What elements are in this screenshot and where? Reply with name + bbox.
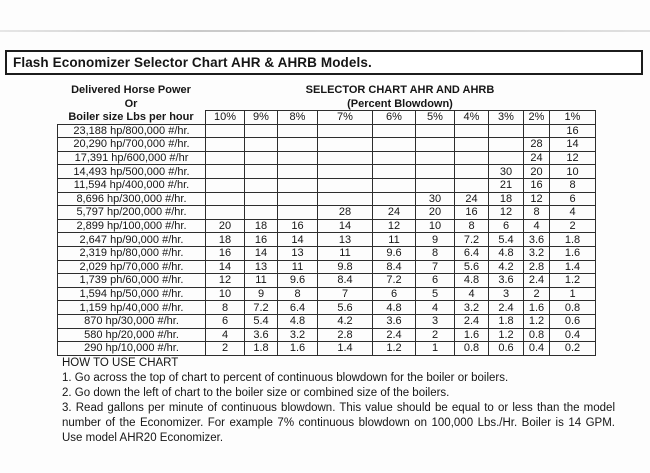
selector-table-body xyxy=(58,124,596,355)
value-cell xyxy=(318,192,373,206)
how-to-use-step-2: 2. Go down the left of chart to the boiler size or combined size of the boilers. xyxy=(62,387,450,399)
value-cell: 6.4 xyxy=(278,301,318,315)
value-cell: 9.6 xyxy=(278,274,318,288)
table-row xyxy=(58,301,596,315)
value-cell: 3.2 xyxy=(278,328,318,342)
table-row xyxy=(58,314,596,328)
value-cell: 8 xyxy=(206,301,245,315)
value-cell: 5.6 xyxy=(318,301,373,315)
value-cell: 4.8 xyxy=(278,314,318,328)
value-cell: 3.6 xyxy=(524,233,550,247)
table-row xyxy=(58,233,596,247)
value-cell: 4.8 xyxy=(489,246,524,260)
value-cell: 11 xyxy=(373,233,416,247)
row-label: 870 hp/30,000 #/hr. xyxy=(58,314,206,328)
row-label: 1,159 hp/40,000 #/hr. xyxy=(58,301,206,315)
value-cell xyxy=(206,192,245,206)
column-header: 5% xyxy=(416,111,455,125)
value-cell: 2.8 xyxy=(524,260,550,274)
table-row xyxy=(58,328,596,342)
value-cell: 1.4 xyxy=(318,342,373,356)
row-label: 14,493 hp/500,000 #/hr. xyxy=(58,165,206,179)
value-cell xyxy=(245,206,278,220)
table-row xyxy=(58,138,596,152)
value-cell: 1 xyxy=(416,342,455,356)
value-cell xyxy=(489,151,524,165)
value-cell: 2 xyxy=(206,342,245,356)
value-cell: 21 xyxy=(489,178,524,192)
value-cell: 18 xyxy=(489,192,524,206)
value-cell xyxy=(455,124,489,138)
row-label: 290 hp/10,000 #/hr. xyxy=(58,342,206,356)
value-cell: 9.6 xyxy=(373,246,416,260)
scan-artifact-line xyxy=(0,30,650,32)
value-cell xyxy=(278,124,318,138)
value-cell xyxy=(318,178,373,192)
value-cell: 4 xyxy=(550,206,596,220)
value-cell: 4.2 xyxy=(489,260,524,274)
value-cell: 8.4 xyxy=(373,260,416,274)
value-cell: 24 xyxy=(373,206,416,220)
value-cell: 4.8 xyxy=(373,301,416,315)
value-cell: 10 xyxy=(550,165,596,179)
value-cell: 3.2 xyxy=(455,301,489,315)
value-cell: 20 xyxy=(524,165,550,179)
row-label: 1,739 ph/60,000 #/hr. xyxy=(58,274,206,288)
row-label: 11,594 hp/400,000 #/hr. xyxy=(58,178,206,192)
table-row xyxy=(58,274,596,288)
value-cell: 0.8 xyxy=(455,342,489,356)
value-cell xyxy=(245,124,278,138)
row-label: 23,188 hp/800,000 #/hr. xyxy=(58,124,206,138)
value-cell: 13 xyxy=(278,246,318,260)
value-cell: 7 xyxy=(318,287,373,301)
table-row xyxy=(58,178,596,192)
value-cell: 11 xyxy=(318,246,373,260)
value-cell: 0.4 xyxy=(524,342,550,356)
value-cell: 0.8 xyxy=(550,301,596,315)
value-cell: 20 xyxy=(206,219,245,233)
value-cell: 5 xyxy=(416,287,455,301)
value-cell xyxy=(206,151,245,165)
value-cell: 2.4 xyxy=(489,301,524,315)
left-header-line-3: Boiler size Lbs per hour xyxy=(68,111,194,123)
how-to-use-step-3: 3. Read gallons per minute of continuous blowdown. This value should be equal to or less than the model number of the Economizer. For example 7% continuous blowdown on 100,000 Lbs./Hr. Boiler is 14 GPM. Use model AHR20 Economizer. xyxy=(62,402,615,444)
value-cell xyxy=(245,165,278,179)
value-cell: 6 xyxy=(489,219,524,233)
value-cell xyxy=(206,206,245,220)
value-cell xyxy=(278,151,318,165)
value-cell: 3.6 xyxy=(245,328,278,342)
table-row xyxy=(58,206,596,220)
row-label: 8,696 hp/300,000 #/hr. xyxy=(58,192,206,206)
title-box xyxy=(5,50,643,75)
value-cell: 30 xyxy=(489,165,524,179)
value-cell: 1.8 xyxy=(550,233,596,247)
left-column-header xyxy=(57,84,205,125)
value-cell: 18 xyxy=(245,219,278,233)
table-row xyxy=(58,151,596,165)
value-cell: 3 xyxy=(489,287,524,301)
value-cell: 8 xyxy=(455,219,489,233)
value-cell: 1.2 xyxy=(489,328,524,342)
table-row xyxy=(58,124,596,138)
value-cell: 2.4 xyxy=(524,274,550,288)
value-cell: 1.8 xyxy=(489,314,524,328)
value-cell xyxy=(373,192,416,206)
value-cell: 12 xyxy=(524,192,550,206)
value-cell: 12 xyxy=(550,151,596,165)
value-cell xyxy=(455,178,489,192)
value-cell: 18 xyxy=(206,233,245,247)
value-cell xyxy=(318,124,373,138)
value-cell xyxy=(318,138,373,152)
value-cell xyxy=(206,138,245,152)
value-cell: 14 xyxy=(278,233,318,247)
row-label: 2,647 hp/90,000 #/hr. xyxy=(58,233,206,247)
value-cell: 1.4 xyxy=(550,260,596,274)
column-header: 9% xyxy=(245,111,278,125)
value-cell: 13 xyxy=(318,233,373,247)
table-row xyxy=(58,246,596,260)
selector-table xyxy=(57,110,596,356)
column-header: 2% xyxy=(524,111,550,125)
how-to-use-heading: HOW TO USE CHART xyxy=(62,357,179,369)
row-label: 2,899 hp/100,000 #/hr. xyxy=(58,219,206,233)
value-cell xyxy=(206,165,245,179)
value-cell xyxy=(206,178,245,192)
value-cell: 24 xyxy=(455,192,489,206)
value-cell xyxy=(373,165,416,179)
value-cell: 6 xyxy=(416,274,455,288)
value-cell: 16 xyxy=(455,206,489,220)
value-cell: 13 xyxy=(245,260,278,274)
value-cell: 5.6 xyxy=(455,260,489,274)
value-cell xyxy=(278,138,318,152)
value-cell: 10 xyxy=(206,287,245,301)
value-cell: 8.4 xyxy=(318,274,373,288)
value-cell: 7.2 xyxy=(245,301,278,315)
value-cell: 14 xyxy=(318,219,373,233)
value-cell: 0.6 xyxy=(550,314,596,328)
value-cell: 9.8 xyxy=(318,260,373,274)
value-cell: 20 xyxy=(416,206,455,220)
value-cell: 9 xyxy=(245,287,278,301)
value-cell: 6.4 xyxy=(455,246,489,260)
value-cell: 30 xyxy=(416,192,455,206)
value-cell: 7.2 xyxy=(373,274,416,288)
table-row xyxy=(58,219,596,233)
value-cell: 3.2 xyxy=(524,246,550,260)
value-cell xyxy=(245,178,278,192)
value-cell: 4 xyxy=(455,287,489,301)
value-cell: 7 xyxy=(416,260,455,274)
value-cell: 4.8 xyxy=(455,274,489,288)
value-cell: 1.8 xyxy=(245,342,278,356)
value-cell: 6 xyxy=(373,287,416,301)
value-cell xyxy=(455,151,489,165)
value-cell: 4 xyxy=(206,328,245,342)
value-cell: 2.4 xyxy=(373,328,416,342)
value-cell: 0.8 xyxy=(524,328,550,342)
value-cell: 16 xyxy=(245,233,278,247)
value-cell: 8 xyxy=(278,287,318,301)
value-cell: 4 xyxy=(416,301,455,315)
value-cell: 1.6 xyxy=(524,301,550,315)
value-cell: 12 xyxy=(206,274,245,288)
value-cell xyxy=(524,124,550,138)
value-cell: 1.2 xyxy=(550,274,596,288)
table-row xyxy=(58,260,596,274)
row-label: 580 hp/20,000 #/hr. xyxy=(58,328,206,342)
row-label: 5,797 hp/200,000 #/hr. xyxy=(58,206,206,220)
value-cell xyxy=(416,165,455,179)
value-cell xyxy=(373,124,416,138)
table-row xyxy=(58,192,596,206)
value-cell: 16 xyxy=(278,219,318,233)
value-cell: 16 xyxy=(550,124,596,138)
row-label: 17,391 hp/600,000 #/hr xyxy=(58,151,206,165)
value-cell xyxy=(278,206,318,220)
value-cell xyxy=(455,165,489,179)
value-cell xyxy=(416,138,455,152)
value-cell: 5.4 xyxy=(245,314,278,328)
column-header: 8% xyxy=(278,111,318,125)
value-cell: 6 xyxy=(206,314,245,328)
how-to-use-section xyxy=(62,356,615,446)
value-cell: 3.6 xyxy=(489,274,524,288)
value-cell xyxy=(373,178,416,192)
column-header: 10% xyxy=(206,111,245,125)
value-cell: 1 xyxy=(550,287,596,301)
value-cell xyxy=(318,165,373,179)
value-cell: 12 xyxy=(489,206,524,220)
row-label: 1,594 hp/50,000 #/hr. xyxy=(58,287,206,301)
value-cell xyxy=(416,124,455,138)
value-cell: 28 xyxy=(318,206,373,220)
row-label: 2,029 hp/70,000 #/hr. xyxy=(58,260,206,274)
value-cell: 6 xyxy=(550,192,596,206)
value-cell xyxy=(278,192,318,206)
value-cell: 5.4 xyxy=(489,233,524,247)
table-row xyxy=(58,287,596,301)
value-cell: 8 xyxy=(550,178,596,192)
value-cell: 3 xyxy=(416,314,455,328)
table-row xyxy=(58,342,596,356)
value-cell: 11 xyxy=(278,260,318,274)
value-cell: 10 xyxy=(416,219,455,233)
value-cell: 12 xyxy=(373,219,416,233)
value-cell: 1.2 xyxy=(373,342,416,356)
value-cell: 2 xyxy=(416,328,455,342)
table-row xyxy=(58,165,596,179)
row-label: 20,290 hp/700,000 #/hr. xyxy=(58,138,206,152)
column-header: 4% xyxy=(455,111,489,125)
value-cell xyxy=(245,138,278,152)
value-cell: 7.2 xyxy=(455,233,489,247)
value-cell xyxy=(278,178,318,192)
value-cell: 24 xyxy=(524,151,550,165)
value-cell xyxy=(206,124,245,138)
selector-chart-header xyxy=(205,84,595,111)
column-header: 6% xyxy=(373,111,416,125)
value-cell: 9 xyxy=(416,233,455,247)
value-cell xyxy=(489,124,524,138)
value-cell xyxy=(489,138,524,152)
value-cell: 2.4 xyxy=(455,314,489,328)
value-cell: 14 xyxy=(206,260,245,274)
value-cell: 1.2 xyxy=(524,314,550,328)
value-cell xyxy=(373,151,416,165)
value-cell: 2 xyxy=(550,219,596,233)
value-cell xyxy=(455,138,489,152)
value-cell xyxy=(245,151,278,165)
value-cell: 4.2 xyxy=(318,314,373,328)
value-cell xyxy=(416,151,455,165)
column-header: 7% xyxy=(318,111,373,125)
value-cell: 16 xyxy=(206,246,245,260)
value-cell: 16 xyxy=(524,178,550,192)
value-cell xyxy=(245,192,278,206)
value-cell xyxy=(373,138,416,152)
column-header: 3% xyxy=(489,111,524,125)
value-cell: 4 xyxy=(524,219,550,233)
value-cell: 1.6 xyxy=(455,328,489,342)
value-cell: 28 xyxy=(524,138,550,152)
how-to-use-step-1: 1. Go across the top of chart to percent of continuous blowdown for the boiler or boilers. xyxy=(62,372,509,384)
value-cell xyxy=(318,151,373,165)
value-cell: 11 xyxy=(245,274,278,288)
value-cell xyxy=(416,178,455,192)
value-cell: 2 xyxy=(524,287,550,301)
page-title: Flash Economizer Selector Chart AHR & AHRB Models. xyxy=(13,55,372,70)
value-cell: 14 xyxy=(550,138,596,152)
value-cell: 14 xyxy=(245,246,278,260)
left-header-line-1: Delivered Horse Power xyxy=(71,84,191,96)
row-label: 2,319 hp/80,000 #/hr. xyxy=(58,246,206,260)
value-cell: 0.2 xyxy=(550,342,596,356)
selector-chart-header-line-1: SELECTOR CHART AHR AND AHRB xyxy=(305,84,495,96)
selector-chart-header-line-2: (Percent Blowdown) xyxy=(347,97,453,110)
left-header-line-2: Or xyxy=(124,97,138,110)
value-cell xyxy=(278,165,318,179)
value-cell: 8 xyxy=(416,246,455,260)
value-cell: 1.6 xyxy=(278,342,318,356)
value-cell: 0.6 xyxy=(489,342,524,356)
value-cell: 1.6 xyxy=(550,246,596,260)
value-cell: 3.6 xyxy=(373,314,416,328)
column-header: 1% xyxy=(550,111,596,125)
value-cell: 2.8 xyxy=(318,328,373,342)
value-cell: 8 xyxy=(524,206,550,220)
value-cell: 0.4 xyxy=(550,328,596,342)
